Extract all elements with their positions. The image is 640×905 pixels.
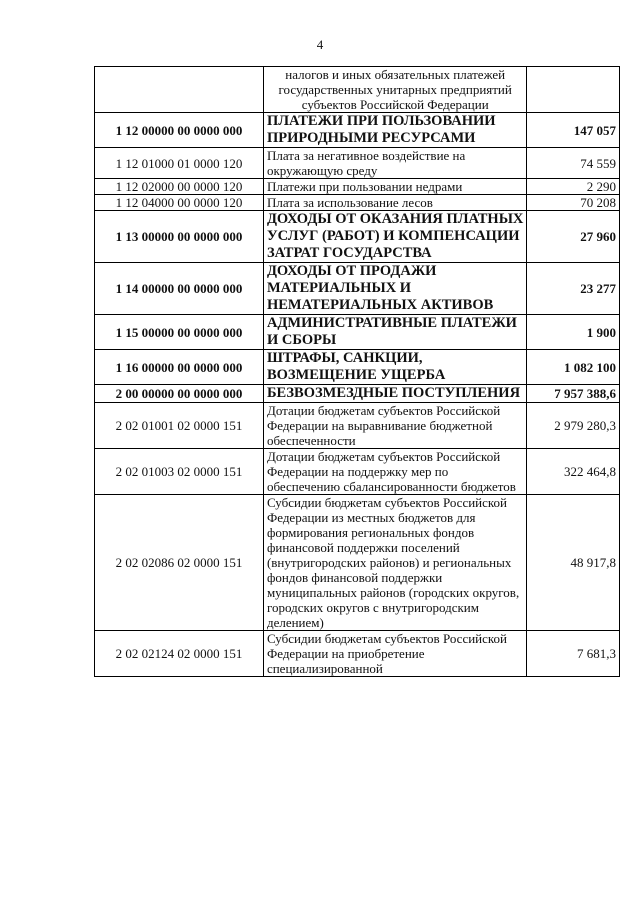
table-row — [95, 211, 620, 263]
table-row — [95, 148, 620, 179]
row-amount: 147 057 — [527, 113, 620, 148]
row-amount: 70 208 — [527, 195, 620, 211]
row-code: 1 15 00000 00 0000 000 — [95, 315, 264, 350]
row-amount: 7 957 388,6 — [527, 385, 620, 403]
row-name: ДОХОДЫ ОТ ПРОДАЖИ МАТЕРИАЛЬНЫХ И НЕМАТЕРИАЛЬНЫХ АКТИВОВ — [263, 263, 527, 315]
row-code: 2 02 02124 02 0000 151 — [95, 631, 264, 677]
row-amount: 1 900 — [527, 315, 620, 350]
table-row — [95, 385, 620, 403]
row-amount: 2 979 280,3 — [527, 403, 620, 449]
table-row — [95, 350, 620, 385]
row-name: Дотации бюджетам субъектов Российской Федерации на выравнивание бюджетной обеспеченности — [263, 403, 527, 449]
row-code: 2 00 00000 00 0000 000 — [95, 385, 264, 403]
row-code: 1 12 00000 00 0000 000 — [95, 113, 264, 148]
table-row — [95, 403, 620, 449]
table-row — [95, 631, 620, 677]
table-row — [95, 67, 620, 113]
row-code: 2 02 01003 02 0000 151 — [95, 449, 264, 495]
budget-revenue-table — [94, 66, 620, 677]
row-name: Субсидии бюджетам субъектов Российской Федерации из местных бюджетов для формирования региональных фондов финансовой поддержки поселений (внутригородских районов) и региональных фондов финансовой поддержки муниципальных районов (городских округов, городских округов с внутригородским делением) — [263, 495, 527, 631]
table-row — [95, 449, 620, 495]
row-code: 1 12 01000 01 0000 120 — [95, 148, 264, 179]
row-name: Субсидии бюджетам субъектов Российской Федерации на приобретение специализированной — [263, 631, 527, 677]
row-amount: 23 277 — [527, 263, 620, 315]
row-amount: 1 082 100 — [527, 350, 620, 385]
row-name: ШТРАФЫ, САНКЦИИ, ВОЗМЕЩЕНИЕ УЩЕРБА — [263, 350, 527, 385]
row-name: ПЛАТЕЖИ ПРИ ПОЛЬЗОВАНИИ ПРИРОДНЫМИ РЕСУРСАМИ — [263, 113, 527, 148]
row-code: 1 13 00000 00 0000 000 — [95, 211, 264, 263]
row-name: налогов и иных обязательных платежей государственных унитарных предприятий субъектов Российской Федерации — [263, 67, 527, 113]
page-number: 4 — [316, 37, 324, 52]
row-name: АДМИНИСТРАТИВНЫЕ ПЛАТЕЖИ И СБОРЫ — [263, 315, 527, 350]
row-name: Плата за негативное воздействие на окружающую среду — [263, 148, 527, 179]
row-amount: 2 290 — [527, 179, 620, 195]
row-name: Плата за использование лесов — [263, 195, 527, 211]
row-amount — [527, 67, 620, 113]
table-row — [95, 195, 620, 211]
row-name: Дотации бюджетам субъектов Российской Федерации на поддержку мер по обеспечению сбалансированности бюджетов — [263, 449, 527, 495]
table-row — [95, 315, 620, 350]
row-name: Платежи при пользовании недрами — [263, 179, 527, 195]
row-code: 2 02 01001 02 0000 151 — [95, 403, 264, 449]
table-row — [95, 263, 620, 315]
row-code: 2 02 02086 02 0000 151 — [95, 495, 264, 631]
table-row — [95, 179, 620, 195]
table-row — [95, 113, 620, 148]
row-code: 1 12 04000 00 0000 120 — [95, 195, 264, 211]
row-name: ДОХОДЫ ОТ ОКАЗАНИЯ ПЛАТНЫХ УСЛУГ (РАБОТ) И КОМПЕНСАЦИИ ЗАТРАТ ГОСУДАРСТВА — [263, 211, 527, 263]
row-code: 1 14 00000 00 0000 000 — [95, 263, 264, 315]
table-row — [95, 495, 620, 631]
row-amount: 322 464,8 — [527, 449, 620, 495]
row-code — [95, 67, 264, 113]
row-name: БЕЗВОЗМЕЗДНЫЕ ПОСТУПЛЕНИЯ — [263, 385, 527, 403]
row-code: 1 16 00000 00 0000 000 — [95, 350, 264, 385]
row-amount: 27 960 — [527, 211, 620, 263]
row-amount: 48 917,8 — [527, 495, 620, 631]
row-amount: 7 681,3 — [527, 631, 620, 677]
row-code: 1 12 02000 00 0000 120 — [95, 179, 264, 195]
row-amount: 74 559 — [527, 148, 620, 179]
